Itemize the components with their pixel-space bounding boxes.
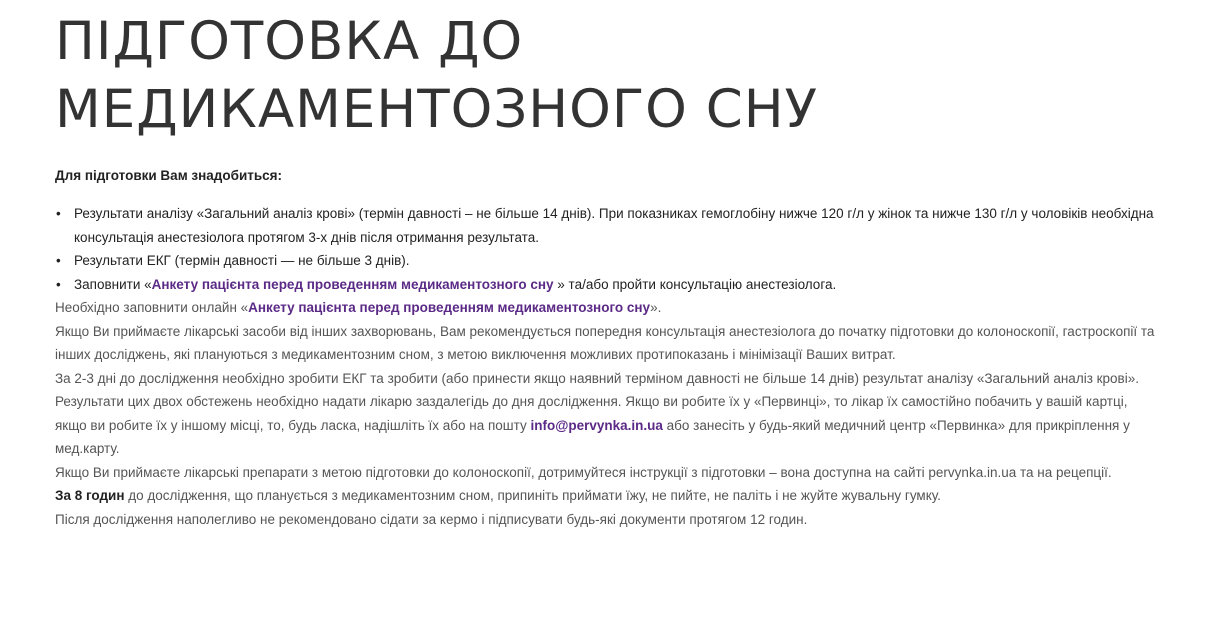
article [55, 0, 1155, 531]
questionnaire-link[interactable]: Анкету пацієнта перед проведенням медикаментозного сну [151, 276, 554, 292]
list-item [56, 202, 1155, 249]
online-form-paragraph [55, 296, 1155, 320]
list-item [56, 273, 1155, 297]
preparation-paragraph: Якщо Ви приймаєте лікарські препарати з метою підготовки до колоноскопії, дотримуйтеся інструкції з підготовки – вона доступна на сайті pervynka.in.ua та на рецепції. [55, 464, 1112, 480]
list-item-text-after: » та/або пройти консультацію анестезіолога. [553, 276, 837, 292]
requirements-list [55, 202, 1155, 296]
paragraph-text-before: За 2-3 дні до дослідження необхідно зробити ЕКГ та зробити (або принести якщо наявний терміном давності не більше 14 днів) результат аналізу «Загальний аналіз крові». Результати цих двох обстежень необхідно надати лікарю заздалегідь до дня дослідження. Якщо ви робите їх у «Первинці», то лікар їх самостійно побачить у вашій картці, якщо ви робите їх у іншому місці, то, будь ласка, надішліть їх або на пошту [55, 370, 1139, 433]
list-item-text: Результати аналізу «Загальний аналіз крові» (термін давності – не більше 14 днів). При показниках гемоглобіну нижче 120 г/л у жінок та нижче 130 г/л у чоловіків необхідна консультація анестезіолога протягом 3-х днів після отримання результата. [74, 206, 1154, 245]
page-title-line-2: МЕДИКАМЕНТОЗНОГО СНУ [55, 79, 818, 140]
page-title [55, 0, 1155, 144]
bullet-icon: • [56, 276, 61, 292]
list-item [56, 249, 1155, 273]
bullet-icon: • [56, 206, 61, 221]
page-title-line-1: ПІДГОТОВКА ДО [55, 11, 524, 72]
ekg-paragraph [55, 367, 1155, 461]
fasting-paragraph [55, 484, 1155, 508]
medications-paragraph: Якщо Ви приймаєте лікарські засоби від інших захворювань, Вам рекомендується попередня консультація анестезіолога до початку підготовки до колоноскопії, гастроскопії та інших досліджень, які плануються з медикаментозним сном, з метою виключення можливих протипоказань і мінімізації Ваших витрат. [55, 323, 1155, 362]
bullet-icon: • [56, 253, 61, 268]
list-item-text: Результати ЕКГ (термін давності — не більше 3 днів). [74, 253, 410, 268]
paragraph-text-after: ». [650, 300, 662, 315]
questionnaire-online-link[interactable]: Анкету пацієнта перед проведенням медикаментозного сну [248, 300, 651, 315]
after-procedure-paragraph: Після дослідження наполегливо не рекомендовано сідати за кермо і підписувати будь-які документи протягом 12 годин. [55, 511, 808, 527]
paragraph-text-before: Необхідно заповнити онлайн « [55, 300, 249, 315]
list-item-text-before: Заповнити « [74, 276, 152, 292]
email-link[interactable]: info@pervynka.in.ua [530, 417, 663, 433]
requirements-heading: Для підготовки Вам знадобиться: [55, 168, 283, 183]
fasting-emphasis: За 8 годин [55, 488, 125, 503]
fasting-text: до дослідження, що планується з медикаментозним сном, припиніть приймати їжу, не пийте, не паліть і не жуйте жувальну гумку. [124, 488, 941, 503]
paragraph-text-after: або занесіть у будь-який медичний центр «Первинка» для прикріплення у мед.карту. [55, 417, 1130, 456]
